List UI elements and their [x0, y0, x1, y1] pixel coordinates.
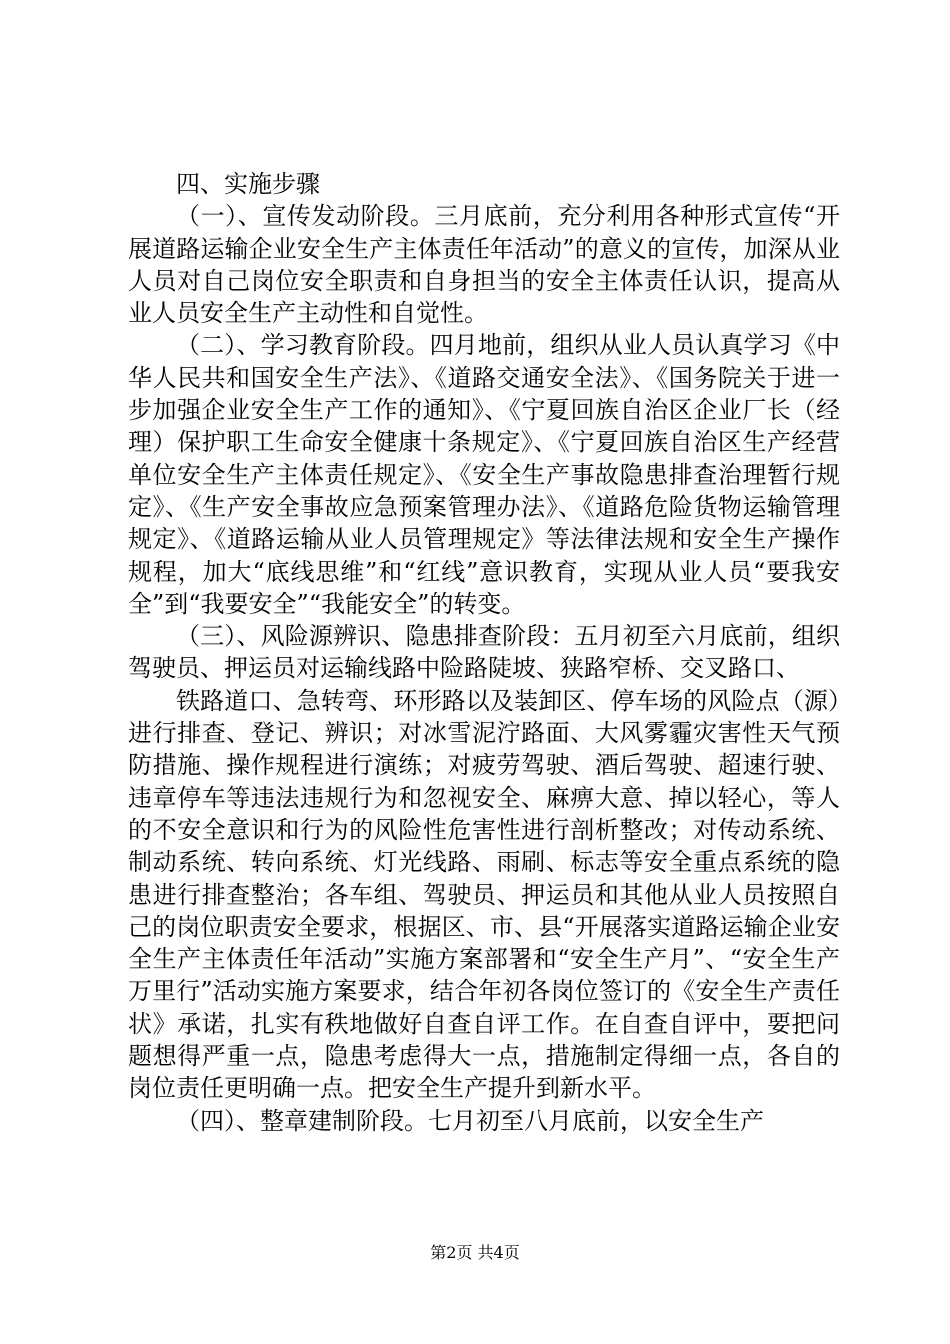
page-number-footer: 第2页 共4页: [430, 1243, 520, 1262]
paragraph-risk-identification-continued: 铁路道口、急转弯、环形路以及装卸区、停车场的风险点（源）进行排查、登记、辨识；对冰雪泥泞路面、大风雾霾灾害性天气预防措施、操作规程进行演练；对疲劳驾驶、酒后驾驶、超速行驶、违章停车等违法违规行为和忽视安全、麻痹大意、掉以轻心，等人的不安全意识和行为的风险性危害性进行剖析整改；对传动系统、制动系统、转向系统、灯光线路、雨刷、标志等安全重点系统的隐患进行排查整治；各车组、驾驶员、押运员和其他从业人员按照自己的岗位职责安全要求，根据区、市、县“开展落实道路运输企业安全生产主体责任年活动”实施方案部署和“安全生产月”、“安全生产万里行”活动实施方案要求，结合年初各岗位签订的《安全生产责任状》承诺，扎实有秩地做好自查自评工作。在自查自评中，要把问题想得严重一点，隐患考虑得大一点，措施制定得细一点，各自的岗位责任更明确一点。把安全生产提升到新水平。: [128, 686, 840, 1103]
paragraph-study-stage: （二）、学习教育阶段。四月地前，组织从业人员认真学习《中华人民共和国安全生产法》、《道路交通安全法》、《国务院关于进一步加强企业安全生产工作的通知》、《宁夏回族自治区企业厂长（经理）保护职工生命安全健康十条规定》、《宁夏回族自治区生产经营单位安全生产主体责任规定》、《安全生产事故隐患排查治理暂行规定》、《生产安全事故应急预案管理办法》、《道路危险货物运输管理规定》、《道路运输从业人员管理规定》等法律法规和安全生产操作规程，加大“底线思维”和“红线”意识教育，实现从业人员“要我安全”到“我要安全”“我能安全”的转变。: [128, 331, 840, 618]
document-body: [128, 168, 840, 1137]
paragraph-risk-identification-stage: （三）、风险源辨识、隐患排查阶段：五月初至六月底前，组织驾驶员、押运员对运输线路中险路陡坡、狭路窄桥、交叉路口、: [128, 622, 840, 683]
paragraph-rectification-stage: （四）、整章建制阶段。七月初至八月底前，以安全生产: [176, 1106, 764, 1135]
paragraph-publicity-stage: （一）、宣传发动阶段。三月底前，充分利用各种形式宣传“开展道路运输企业安全生产主体责任年活动”的意义的宣传，加深从业人员对自己岗位安全职责和自身担当的安全主体责任认识，提高从业人员安全生产主动性和自觉性。: [128, 202, 840, 328]
section-heading: 四、实施步骤: [176, 170, 320, 198]
